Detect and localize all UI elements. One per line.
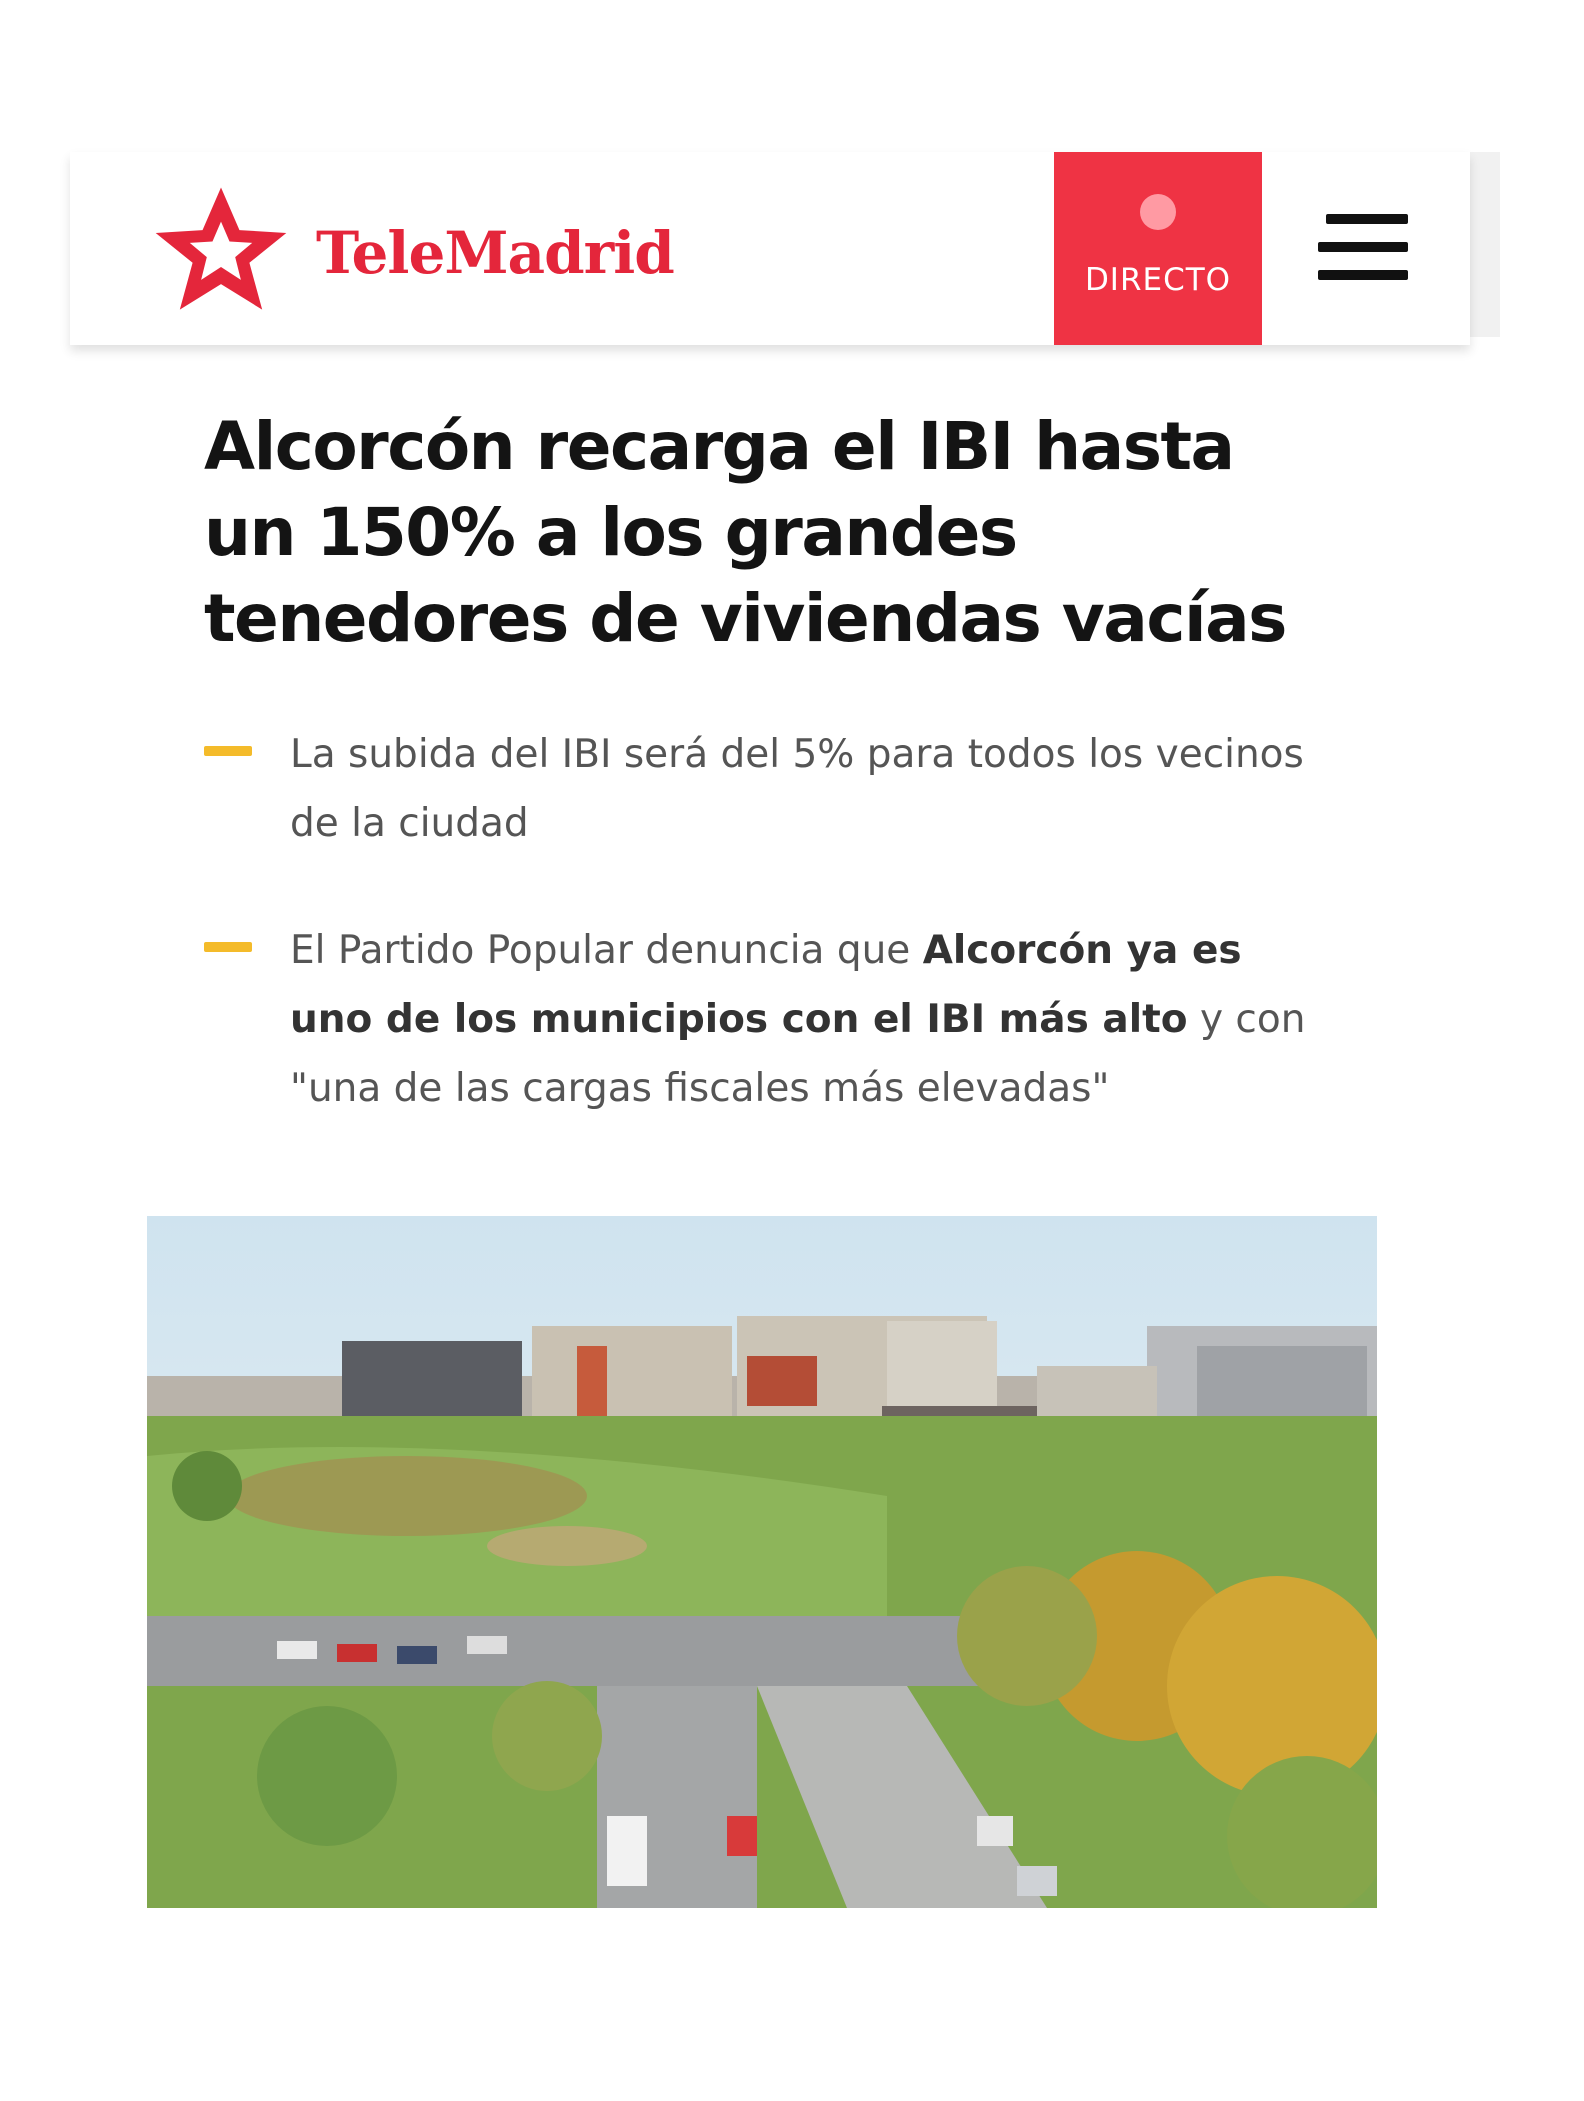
summary-text-end: y con "una de las cargas fiscales más elevadas" xyxy=(290,997,1306,1111)
summary-text-start: El Partido Popular denuncia que xyxy=(290,928,923,973)
logo-wordmark: TeleMadrid xyxy=(316,218,674,287)
site-header xyxy=(70,152,1470,345)
header-shadow xyxy=(1470,152,1500,337)
summary-item xyxy=(204,916,1334,1123)
article-photo[interactable] xyxy=(147,1216,1377,1908)
article-headline: Alcorcón recarga el IBI hasta un 150% a los grandes tenedores de viviendas vacías xyxy=(204,408,1286,657)
article-summary-list xyxy=(204,720,1334,1181)
live-dot-icon xyxy=(1140,194,1176,230)
summary-text-bold: Alcorcón ya es uno de los municipios con el IBI más alto xyxy=(290,928,1242,1042)
park-aerial-photo xyxy=(147,1216,1377,1908)
live-button-label: DIRECTO xyxy=(1084,262,1232,298)
live-button[interactable] xyxy=(1054,152,1262,345)
summary-text: La subida del IBI será del 5% para todos los vecinos de la ciudad xyxy=(290,732,1304,846)
telemadrid-star-logo-icon xyxy=(150,179,292,326)
telemadrid-logo[interactable] xyxy=(150,179,674,326)
hamburger-menu-icon[interactable] xyxy=(1318,214,1410,280)
summary-text xyxy=(290,916,1334,1123)
bullet-dash-icon xyxy=(204,942,252,952)
bullet-dash-icon xyxy=(204,746,252,756)
summary-item xyxy=(204,720,1334,858)
